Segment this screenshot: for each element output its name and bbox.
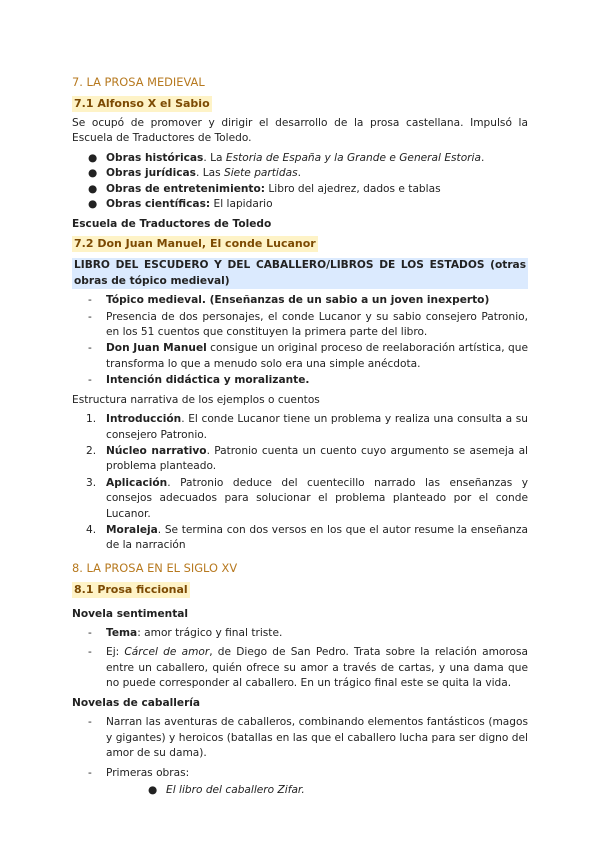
primeras-obras-list: [106, 783, 528, 798]
section-7-title: 7. LA PROSA MEDIEVAL: [72, 75, 205, 89]
item-number: 3.: [86, 476, 97, 489]
bullet-icon: ●: [148, 784, 158, 796]
bullet-text: Las: [202, 167, 224, 180]
tema-label: Tema: [106, 626, 138, 639]
bullet-sep: .: [195, 167, 203, 180]
dash-text: consigue un original proceso de reelaboración artística, que transforma lo que a menudo solo era una simple anécdota.: [106, 342, 528, 370]
dash-bold: Don Juan Manuel: [106, 342, 207, 355]
ej-text: , de Diego de San Pedro. Trata sobre la relación amorosa entre un caballero, quién ofrece su amor a través de cartas, y una dama que no puede corresponder al caballero. En un trágico final este se quita la vida.: [106, 646, 528, 689]
lucanor-dash-list: [72, 293, 528, 388]
list-item: [86, 523, 528, 554]
section-7-1-title-text: 7.1 Alfonso X el Sabio: [74, 97, 210, 110]
item-text: . Patronio cuenta un cuento cuyo argumento se asemeja al problema planteado.: [106, 444, 529, 473]
list-item: [86, 626, 528, 641]
highlighted-heading: LIBRO DEL ESCUDERO Y DEL CABALLERO/LIBROS DE LOS ESTADOS (otras obras de tópico medieval): [72, 258, 528, 289]
bullet-italic: Estoria de España y la Grande e General Estoria: [225, 151, 481, 164]
caballeria-text: Narran las aventuras de caballeros, combinando elementos fantásticos (magos y gigantes) y heroicos (batallas en las que el caballero lucha para ser digno del amor de su dama).: [106, 716, 528, 760]
novelas-caballeria-list: [72, 715, 528, 798]
dash-icon: -: [88, 626, 92, 639]
item-number: 1.: [86, 413, 97, 426]
tema-text: : amor trágico y final triste.: [137, 626, 283, 639]
bullet-icon: ●: [88, 151, 98, 164]
dash-icon: -: [88, 342, 92, 355]
list-item: [86, 151, 528, 166]
section-7-1-title: [72, 96, 212, 112]
dash-icon: -: [88, 766, 92, 779]
bullet-italic: Siete partidas: [223, 167, 298, 180]
item-text: . Patronio deduce del cuentecillo narrado las enseñanzas y consejos adecuados para solucionar el problema planteado por el conde Lucanor.: [106, 476, 528, 520]
novela-sentimental-heading: Novela sentimental: [72, 607, 189, 620]
item-bold: Introducción: [106, 413, 182, 426]
list-item: [86, 412, 528, 443]
novela-sentimental-list: [72, 626, 528, 692]
bullet-icon: ●: [88, 182, 98, 195]
obra-title: El libro del caballero Zifar.: [166, 784, 305, 796]
item-text: . El conde Lucanor tiene un problema y realiza una consulta a su consejero Patronio.: [106, 413, 528, 441]
section-8-1-title-text: 8.1 Prosa ficcional: [74, 582, 188, 596]
caballeria-text: Primeras obras:: [106, 766, 190, 779]
section-7-2-title: [72, 236, 318, 252]
bullet-after: .: [480, 151, 485, 164]
dash-bold: Intención didáctica y moralizante.: [106, 374, 310, 387]
item-number: 2.: [86, 444, 97, 457]
estructura-text: Estructura narrativa de los ejemplos o cuentos: [72, 393, 320, 406]
ej-prefix: Ej:: [106, 646, 125, 659]
section-8-title: 8. LA PROSA EN EL SIGLO XV: [72, 560, 238, 575]
list-item: [86, 444, 528, 475]
dash-bold: Tópico medieval. (Enseñanzas de un sabio a un joven inexperto): [106, 294, 490, 307]
bullet-label: Obras históricas: [106, 151, 204, 164]
dash-text: Presencia de dos personajes, el conde Lucanor y su sabio consejero Patronio, en los 51 cuentos que constituyen la primera parte del libro.: [106, 310, 528, 339]
alfonso-intro: Se ocupó de promover y dirigir el desarrollo de la prosa castellana. Impulsó la Escuela de Traductores de Toledo.: [72, 117, 528, 145]
item-bold: Aplicación: [106, 476, 168, 489]
dash-icon: -: [88, 374, 92, 387]
list-item: [86, 476, 528, 522]
list-item: [86, 293, 528, 308]
alfonso-works-list: [72, 151, 528, 213]
section-7-2-title-text: 7.2 Don Juan Manuel, El conde Lucanor: [74, 237, 316, 251]
dash-icon: -: [88, 716, 92, 729]
dash-icon: -: [88, 294, 92, 307]
ej-italic: Cárcel de amor: [124, 646, 210, 659]
list-item: [86, 341, 528, 372]
bullet-icon: ●: [88, 167, 98, 180]
bullet-text: Libro del ajedrez, dados e tablas: [268, 182, 441, 195]
list-item: [86, 766, 528, 799]
list-item: [146, 783, 528, 798]
item-number: 4.: [86, 523, 97, 536]
section-8-1-title: [72, 582, 190, 598]
bullet-sep: .: [203, 151, 211, 164]
list-item: [86, 310, 528, 341]
bullet-label: Obras científicas:: [106, 198, 211, 211]
dash-icon: -: [88, 646, 92, 659]
dash-icon: -: [88, 310, 92, 323]
list-item: [86, 182, 528, 197]
bullet-text: El lapidario: [213, 198, 273, 211]
list-item: [86, 166, 528, 181]
bullet-text: La: [210, 151, 226, 164]
list-item: [86, 373, 528, 388]
item-bold: Núcleo narrativo: [106, 444, 207, 457]
item-bold: Moraleja: [106, 523, 158, 536]
bullet-after: .: [297, 167, 301, 180]
list-item: [86, 197, 528, 212]
bullet-label: Obras de entretenimiento:: [106, 182, 266, 195]
bullet-label: Obras jurídicas: [106, 167, 196, 180]
item-text: . Se termina con dos versos en los que el autor resume la enseñanza de la narración: [106, 523, 528, 552]
novelas-caballeria-heading: Novelas de caballería: [72, 697, 201, 710]
bullet-icon: ●: [88, 198, 98, 211]
list-item: [86, 715, 528, 761]
estructura-list: [72, 412, 528, 554]
escuela-heading: Escuela de Traductores de Toledo: [72, 218, 272, 231]
list-item: [86, 645, 528, 691]
